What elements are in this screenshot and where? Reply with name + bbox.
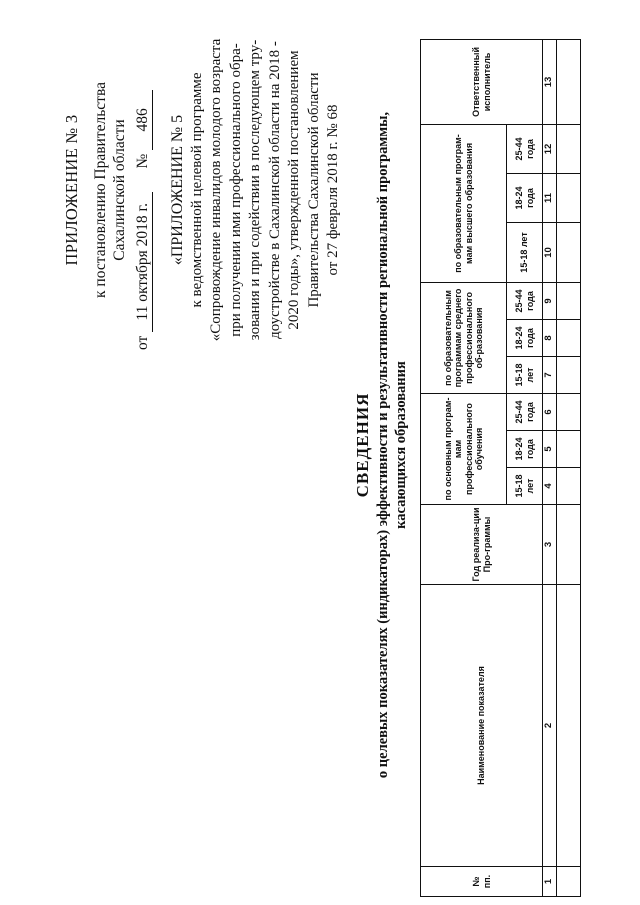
title-line-2: касающихся образования bbox=[393, 361, 409, 529]
header-cell-group-1: по основным програм-мам профессионального обучения bbox=[421, 393, 507, 504]
table-cell bbox=[557, 431, 581, 468]
column-number: 7 bbox=[543, 356, 557, 393]
header-dateline bbox=[133, 30, 153, 350]
column-number: 8 bbox=[543, 319, 557, 356]
appendix-header bbox=[62, 30, 153, 350]
table-cell bbox=[557, 585, 581, 867]
subheader-line: при получении ими профессионального обра- bbox=[227, 43, 244, 337]
table-cell bbox=[557, 124, 581, 173]
column-number: 9 bbox=[543, 282, 557, 319]
subheader-line: «Сопровождение инвалидов молодого возраста bbox=[208, 38, 224, 342]
column-number: 10 bbox=[543, 222, 557, 282]
document-number: 486 bbox=[133, 90, 153, 150]
date-prefix: от bbox=[134, 335, 151, 350]
table-cell bbox=[557, 282, 581, 319]
date-value: 11 октября 2018 г. bbox=[133, 192, 153, 332]
subheader-cell: 25-44 года bbox=[507, 124, 543, 173]
column-number: 12 bbox=[543, 124, 557, 173]
column-number: 4 bbox=[543, 468, 557, 505]
header-cell-name: Наименование показателя bbox=[421, 585, 543, 867]
column-number: 3 bbox=[543, 505, 557, 585]
table-cell bbox=[557, 468, 581, 505]
header-cell-year: Год реализа-ции Про-граммы bbox=[421, 505, 543, 585]
table-cell bbox=[557, 505, 581, 585]
appendix-subheader bbox=[168, 30, 344, 350]
column-number: 2 bbox=[543, 585, 557, 867]
column-number: 5 bbox=[543, 431, 557, 468]
table-cell bbox=[557, 867, 581, 897]
subheader-line: зования и при содействии в последующем тру- bbox=[247, 39, 263, 341]
header-line-2: Сахалинской области bbox=[111, 119, 128, 261]
table-cell bbox=[557, 393, 581, 430]
subheader-title: «ПРИЛОЖЕНИЕ № 5 bbox=[169, 114, 186, 266]
column-number: 11 bbox=[543, 173, 557, 222]
table-cell bbox=[557, 319, 581, 356]
subheader-cell: 18-24 года bbox=[507, 173, 543, 222]
column-number: 1 bbox=[543, 867, 557, 897]
header-cell-responsible: Ответственный исполнитель bbox=[421, 39, 543, 124]
number-sign: № bbox=[134, 153, 151, 169]
table-cell bbox=[557, 356, 581, 393]
subheader-line: от 27 февраля 2018 г. № 68 bbox=[325, 104, 341, 276]
table-cell bbox=[557, 222, 581, 282]
subheader-cell: 15-18 лет bbox=[507, 468, 543, 505]
header-cell-group-2: по образовательным программам среднего профессионального об-разования bbox=[421, 282, 507, 393]
subheader-line: доустройстве в Сахалинской области на 2018 - bbox=[266, 41, 283, 339]
table-number-row bbox=[543, 39, 557, 896]
subheader-line: Правительства Сахалинской области bbox=[305, 72, 322, 308]
column-number: 6 bbox=[543, 393, 557, 430]
appendix-title: ПРИЛОЖЕНИЕ № 3 bbox=[62, 114, 81, 266]
indicators-table bbox=[420, 39, 581, 897]
subheader-line: к ведомственной целевой программе bbox=[188, 72, 205, 308]
title-line-1: о целевых показателях (индикаторах) эффективности и результативности региональной программы, bbox=[375, 111, 391, 779]
table-row bbox=[557, 39, 581, 896]
subheader-cell: 15-18 лет bbox=[507, 356, 543, 393]
subheader-line: 2020 годы», утвержденной постановлением bbox=[286, 50, 302, 330]
subheader-cell: 25-44 года bbox=[507, 393, 543, 430]
subheader-cell: 18-24 года bbox=[507, 431, 543, 468]
table-header-row bbox=[421, 39, 507, 896]
header-cell-num: № пп. bbox=[421, 867, 543, 897]
column-number: 13 bbox=[543, 39, 557, 124]
table-cell bbox=[557, 39, 581, 124]
subheader-cell: 18-24 года bbox=[507, 319, 543, 356]
document-title bbox=[352, 45, 410, 845]
title-main: СВЕДЕНИЯ bbox=[353, 392, 372, 498]
header-cell-group-3: по образовательным програм-мам высшего образования bbox=[421, 124, 507, 282]
table-cell bbox=[557, 173, 581, 222]
subheader-cell: 15-18 лет bbox=[507, 222, 543, 282]
subheader-cell: 25-44 года bbox=[507, 282, 543, 319]
header-line-1: к постановлению Правительства bbox=[92, 82, 109, 298]
